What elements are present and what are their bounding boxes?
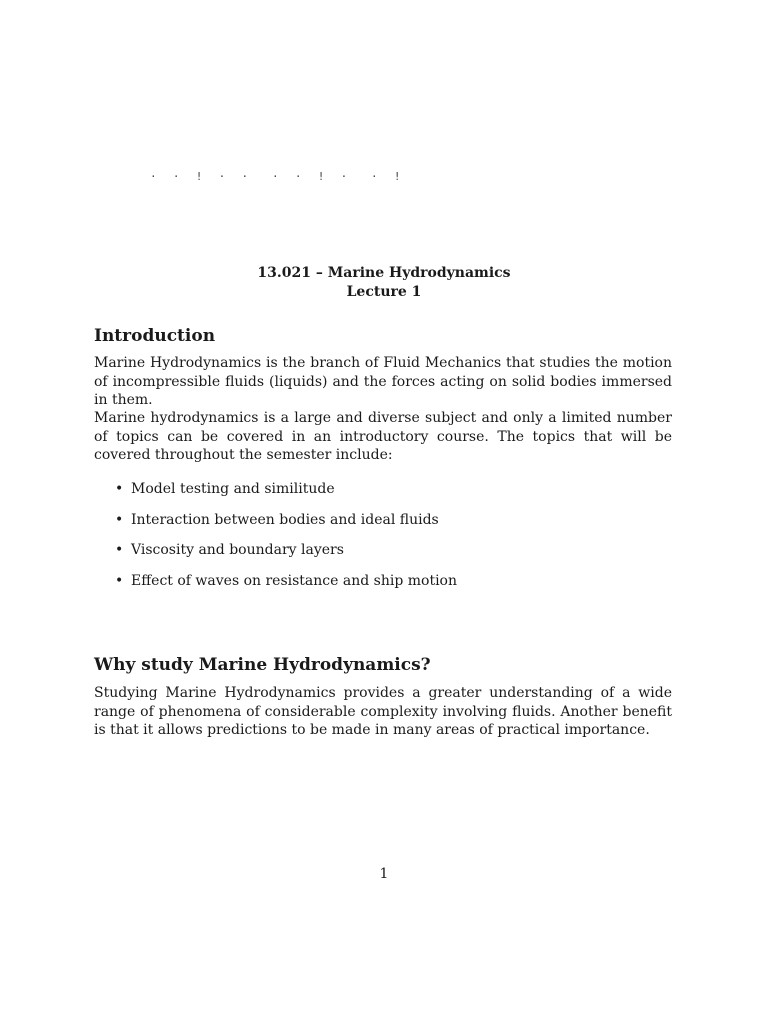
topic-label: Effect of waves on resistance and ship motion [131,572,457,589]
topic-label: Interaction between bodies and ideal fluids [131,511,439,528]
section-heading-introduction: Introduction [94,326,216,346]
list-item [112,480,457,511]
page-number: 1 [379,866,389,882]
intro-paragraph-1: Marine Hydrodynamics is the branch of Fluid Mechanics that studies the motion of incompressible fluids (liquids) and the forces acting on solid bodies immersed in them. [94,355,672,408]
section-heading-why-study: Why study Marine Hydrodynamics? [94,655,431,675]
course-title: 13.021 – Marine Hydrodynamics [257,265,511,281]
list-item [112,541,457,572]
topic-label: Model testing and similitude [131,481,335,497]
list-item [112,572,457,603]
why-study-paragraph: Studying Marine Hydrodynamics provides a greater understanding of a wide range of phenomena of considerable complexity involving fluids. Another benefit is that it allows predictions to be made in many areas of practical importance. [94,685,672,738]
bullet-icon: • [115,481,124,497]
bullet-icon: • [115,542,124,558]
topic-label: Viscosity and boundary layers [131,542,344,558]
lecture-number: Lecture 1 [346,284,422,300]
topics-list [112,480,457,602]
lecture-title-block [0,264,768,302]
intro-paragraph-2: Marine hydrodynamics is a large and diverse subject and only a limited number of topics can be covered in an introductory course. The topics that will be covered throughout the semester include: [94,410,672,463]
bullet-icon: • [115,511,124,528]
list-item [112,511,457,542]
bullet-icon: • [115,572,124,589]
scan-artifact-marks: · · ! · · · · ! · · ! [150,170,402,183]
